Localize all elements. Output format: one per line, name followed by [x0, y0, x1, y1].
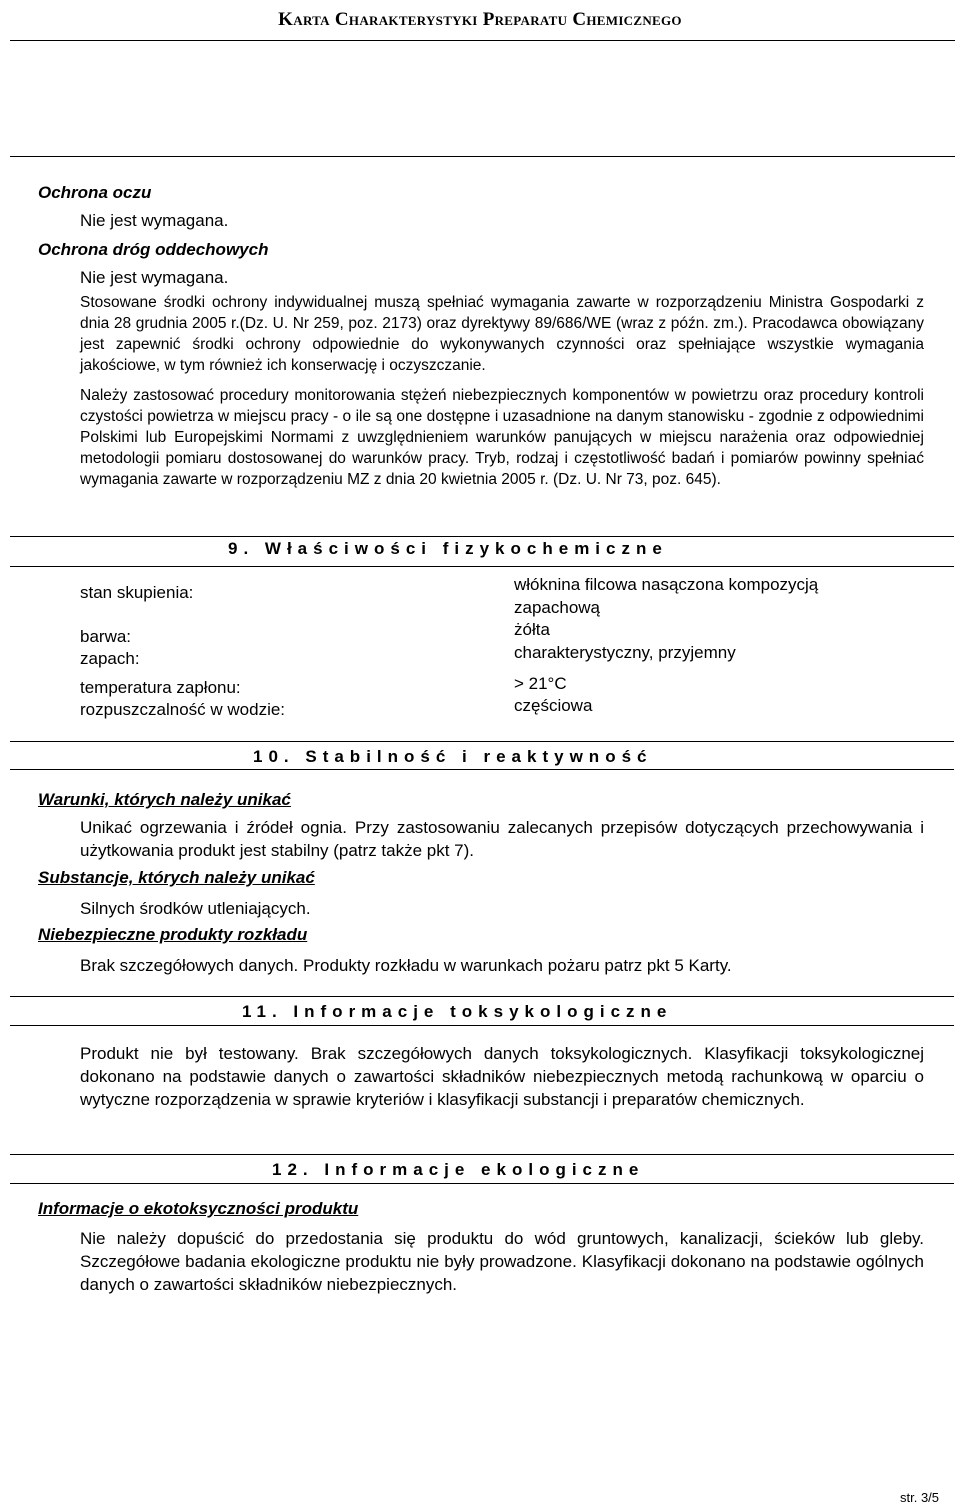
materials-to-avoid-heading: Substancje, których należy unikać [38, 868, 315, 887]
conditions-to-avoid-text: Unikać ogrzewania i źródeł ognia. Przy zastosowaniu zalecanych przepisów dotyczących przechowywania i użytkowania produkt jest stabilny (patrz także pkt 7). [80, 818, 924, 860]
respiratory-protection-heading: Ochrona dróg oddechowych [38, 240, 269, 259]
respiratory-protection-text: Nie jest wymagana. [80, 268, 229, 287]
prop-label-color: barwa: [80, 627, 132, 646]
section-11-title: 11. Informacje toksykologiczne [242, 1002, 673, 1021]
monitoring-procedures-paragraph: Należy zastosować procedury monitorowania stężeń niebezpiecznych komponentów w powietrzu oraz procedury kontroli czystości powietrza w miejscu pracy - o ile są one dostępne i uzasadnione na danym stanowisku - zgodnie z odpowiednimi Polskimi lub Europejskimi Normami z uwzględnieniem warunków panujących w miejscu narażenia oraz odpowiedniej metodologii pomiaru dostosowanej do warunków pracy. Tryb, rodzaj i częstotliwość badań i pomiarów powinny spełniać wymagania zawarte w rozporządzeniu MZ z dnia 20 kwietnia 2005 r. (Dz. U. Nr 73, poz. 645). [80, 387, 924, 488]
section-10-title: 10. Stabilność i reaktywność [253, 747, 653, 766]
toxicological-info-text: Produkt nie był testowany. Brak szczegółowych danych toksykologicznych. Klasyfikacji toksykologicznej dokonano na podstawie danych o zawartości składników niebezpiecznych metodą rachunkową w oparciu o wytyczne rozporządzenia w sprawie kryteriów i klasyfikacji substancji i preparatów chemicznych. [80, 1044, 924, 1109]
eye-protection-heading: Ochrona oczu [38, 183, 152, 202]
ppe-requirements-paragraph: Stosowane środki ochrony indywidualnej muszą spełniać wymagania zawarte w rozporządzeniu Ministra Gospodarki z dnia 28 grudnia 2005 r.(Dz. U. Nr 259, poz. 2173) oraz dyrektywy 89/686/WE (wraz z późn. zm.). Pracodawca obowiązany jest zapewnić środki ochrony odpowiednie do wykonywanych czynności oraz spełniające wszystkie wymagania jakościowe, w tym również ich konserwację i oczyszczanie. [80, 294, 924, 374]
ecotoxicity-text: Nie należy dopuścić do przedostania się produktu do wód gruntowych, kanalizacji, ścieków lub gleby. Szczegółowe badania ekologiczne produktu nie były prowadzone. Klasyfikacji dokonano na podstawie ogólnych danych o zawartości składników niebezpiecznych. [80, 1229, 924, 1294]
header-divider [10, 40, 955, 41]
conditions-to-avoid-heading: Warunki, których należy unikać [38, 790, 291, 809]
section-12-title: 12. Informacje ekologiczne [272, 1160, 645, 1179]
section-9-title: 9. Właściwości fizykochemiczne [228, 539, 668, 558]
header-divider-secondary [10, 156, 955, 157]
prop-label-state: stan skupienia: [80, 583, 194, 602]
prop-value-odor: charakterystyczny, przyjemny [514, 643, 736, 662]
eye-protection-text: Nie jest wymagana. [80, 211, 229, 230]
document-header-title: Karta Charakterystyki Preparatu Chemicznego [278, 9, 682, 30]
prop-value-color: żółta [514, 620, 550, 639]
section-9-rule-top [10, 536, 954, 537]
prop-label-solubility: rozpuszczalność w wodzie: [80, 700, 286, 719]
materials-to-avoid-text: Silnych środków utleniających. [80, 899, 311, 918]
ecotoxicity-heading: Informacje o ekotoksyczności produktu [38, 1199, 359, 1218]
prop-value-solubility: częściowa [514, 696, 593, 715]
prop-value-state-line2: zapachową [514, 598, 601, 617]
hazardous-decomposition-heading: Niebezpieczne produkty rozkładu [38, 925, 308, 944]
page-number: str. 3/5 [900, 1490, 940, 1505]
prop-label-flash-point: temperatura zapłonu: [80, 678, 241, 697]
prop-value-state-line1: włóknina filcowa nasączona kompozycją [514, 575, 819, 594]
prop-value-flash-point: > 21°C [514, 674, 567, 693]
prop-label-odor: zapach: [80, 649, 140, 668]
hazardous-decomposition-text: Brak szczegółowych danych. Produkty rozkładu w warunkach pożaru patrz pkt 5 Karty. [80, 956, 732, 975]
